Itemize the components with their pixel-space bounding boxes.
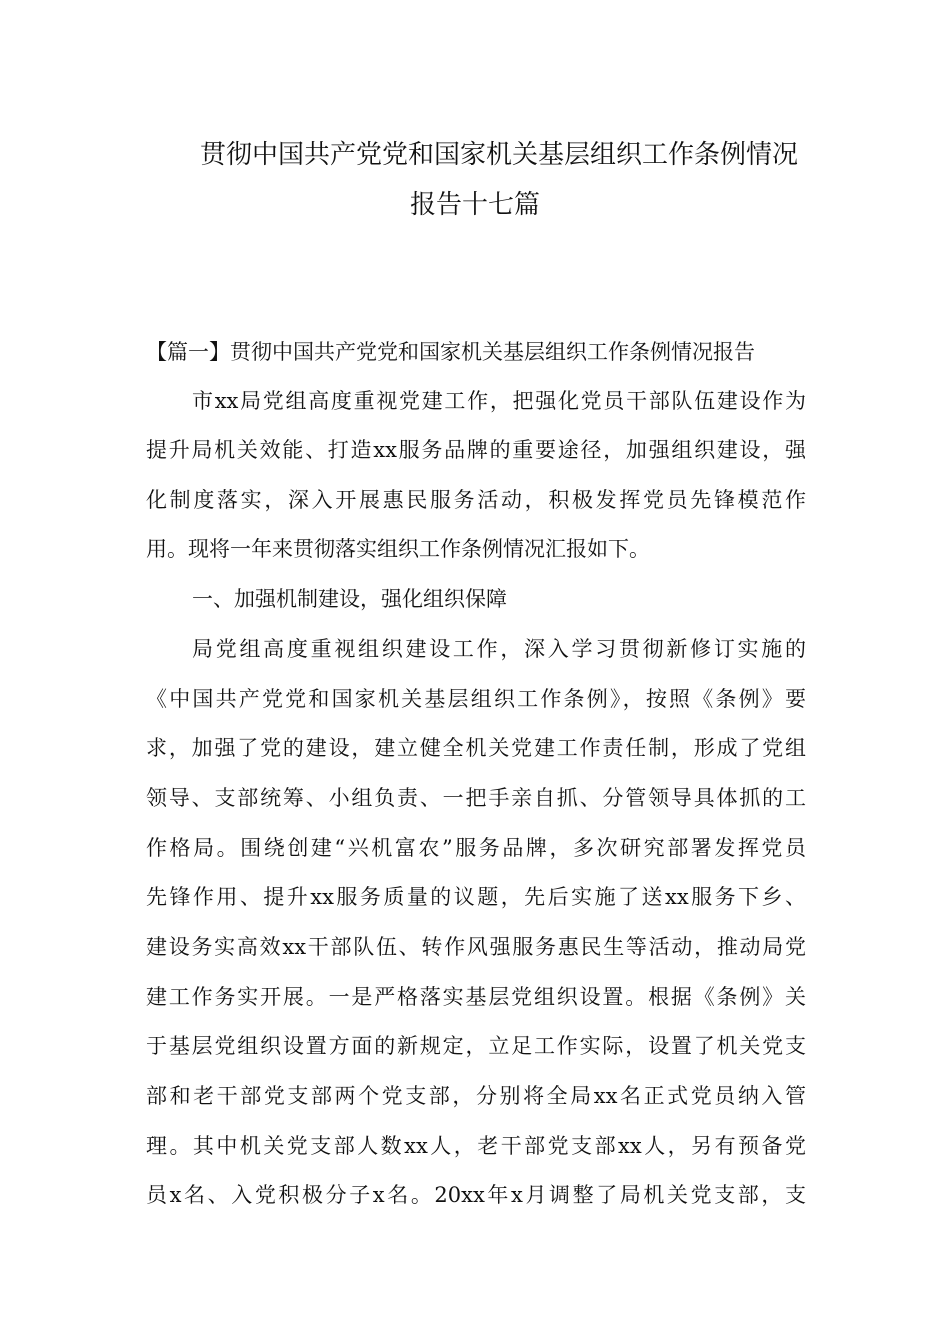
body-line: 提升局机关效能、打造xx服务品牌的重要途径，加强组织建设，强 [146,438,806,462]
body-line: 局党组高度重视组织建设工作，深入学习贯彻新修订实施的 [192,637,806,661]
document-title-line-2: 报告十七篇 [409,190,540,220]
body-line: 理。其中机关党支部人数xx人，老干部党支部xx人，另有预备党 [146,1134,806,1158]
body-line: 《中国共产党党和国家机关基层组织工作条例》，按照《条例》要 [146,687,806,711]
body-line: 领导、支部统筹、小组负责、一把手亲自抓、分管领导具体抓的工 [146,786,806,810]
body-line: 化制度落实，深入开展惠民服务活动，积极发挥党员先锋模范作 [146,488,806,512]
body-line: 建工作务实开展。一是严格落实基层党组织设置。根据《条例》关 [146,985,806,1009]
body-line: 员x名、入党积极分子x名。20xx年x月调整了局机关党支部，支 [146,1183,806,1207]
body-line: 部和老干部党支部两个党支部，分别将全局xx名正式党员纳入管 [146,1084,806,1108]
body-line: 市xx局党组高度重视党建工作，把强化党员干部队伍建设作为 [192,389,806,413]
section-heading-pian-yi: 【篇一】贯彻中国共产党党和国家机关基层组织工作条例情况报告 [146,340,755,364]
document-title-line-1: 贯彻中国共产党党和国家机关基层组织工作条例情况 [199,140,798,170]
body-line: 用。现将一年来贯彻落实组织工作条例情况汇报如下。 [146,537,650,561]
body-line: 建设务实高效xx干部队伍、转作风强服务惠民生等活动，推动局党 [146,935,806,959]
body-line: 作格局。围绕创建“兴机富农”服务品牌，多次研究部署发挥党员 [146,836,806,860]
body-line: 先锋作用、提升xx服务质量的议题，先后实施了送xx服务下乡、 [146,885,806,909]
subsection-heading: 一、加强机制建设，强化组织保障 [192,587,507,611]
body-line: 求，加强了党的建设，建立健全机关党建工作责任制，形成了党组 [146,736,806,760]
body-line: 于基层党组织设置方面的新规定，立足工作实际，设置了机关党支 [146,1034,806,1058]
